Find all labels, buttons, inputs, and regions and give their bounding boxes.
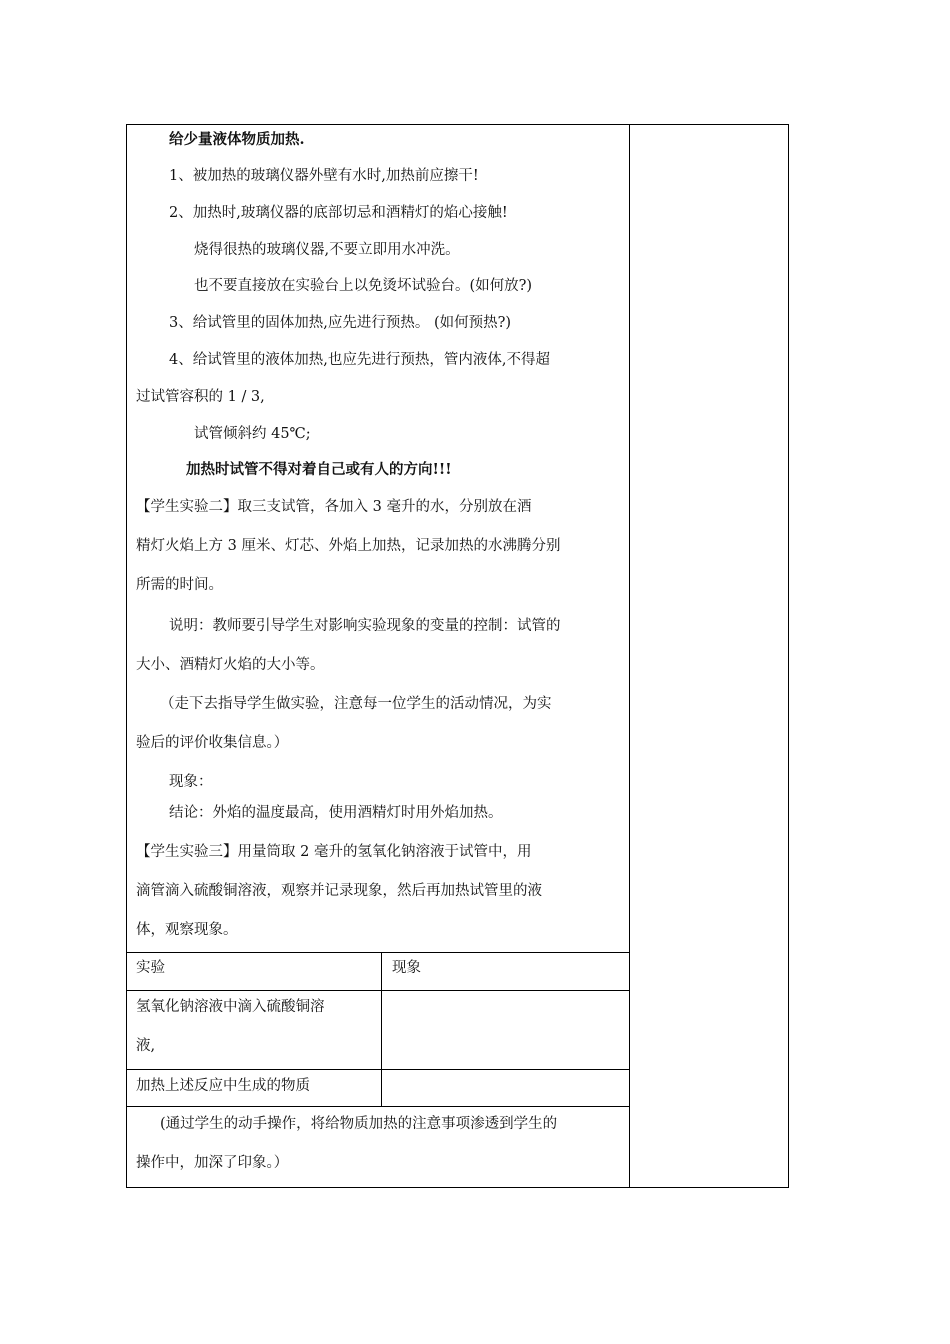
experiment-3-line1: 【学生实验三】用量筒取 2 毫升的氢氧化钠溶液于试管中，用 bbox=[136, 844, 532, 860]
table-header-phenomenon: 现象 bbox=[392, 960, 421, 976]
phenomenon-label: 现象： bbox=[169, 774, 213, 790]
rule-2-note-a: 烧得很热的玻璃仪器,不要立即用水冲洗。 bbox=[194, 242, 460, 258]
experiment-3-line3: 体，观察现象。 bbox=[136, 922, 238, 938]
table-line-header bbox=[127, 990, 629, 991]
warning-direction: 加热时试管不得对着自己或有人的方向!!! bbox=[186, 461, 452, 478]
rule-4-line1: 4、给试管里的液体加热,也应先进行预热，管内液体,不得超 bbox=[169, 352, 550, 368]
table-line-row1 bbox=[127, 1069, 629, 1070]
experiment-2-line2: 精灯火焰上方 3 厘米、灯芯、外焰上加热，记录加热的水沸腾分别 bbox=[136, 538, 561, 554]
table-row2-experiment: 加热上述反应中生成的物质 bbox=[136, 1078, 310, 1094]
guidance-line2: 验后的评价收集信息。） bbox=[136, 735, 289, 751]
rule-1: 1、被加热的玻璃仪器外壁有水时,加热前应擦干! bbox=[169, 168, 479, 184]
rule-2-note-b: 也不要直接放在实验台上以免烫坏试验台。(如何放?) bbox=[194, 278, 533, 294]
heading-liquid-heating: 给少量液体物质加热. bbox=[169, 131, 305, 148]
explanation-line1: 说明：教师要引导学生对影响实验现象的变量的控制：试管的 bbox=[169, 618, 561, 634]
column-divider bbox=[629, 124, 630, 1188]
table-row1-experiment-line2: 液, bbox=[136, 1038, 156, 1054]
footer-line2: 操作中，加深了印象。） bbox=[136, 1155, 289, 1171]
rule-3: 3、给试管里的固体加热,应先进行预热。 (如何预热?) bbox=[169, 315, 512, 331]
rule-4-tilt: 试管倾斜约 45℃; bbox=[194, 426, 311, 442]
experiment-table bbox=[127, 952, 629, 1107]
table-line-bottom bbox=[127, 1106, 629, 1107]
experiment-2-line3: 所需的时间。 bbox=[136, 577, 223, 593]
rule-4-line2: 过试管容积的 1 / 3, bbox=[136, 389, 265, 405]
table-header-experiment: 实验 bbox=[136, 960, 165, 976]
table-line-top bbox=[127, 952, 629, 953]
experiment-3-line2: 滴管滴入硫酸铜溶液，观察并记录现象，然后再加热试管里的液 bbox=[136, 883, 542, 899]
conclusion: 结论：外焰的温度最高，使用酒精灯时用外焰加热。 bbox=[169, 805, 503, 821]
explanation-line2: 大小、酒精灯火焰的大小等。 bbox=[136, 657, 325, 673]
footer-line1: (通过学生的动手操作，将给物质加热的注意事项渗透到学生的 bbox=[160, 1116, 558, 1132]
table-column-divider bbox=[381, 952, 382, 1107]
guidance-line1: （走下去指导学生做实验，注意每一位学生的活动情况，为实 bbox=[160, 696, 552, 712]
table-row1-experiment-line1: 氢氧化钠溶液中滴入硫酸铜溶 bbox=[136, 999, 325, 1015]
experiment-2-line1: 【学生实验二】取三支试管，各加入 3 毫升的水，分别放在酒 bbox=[136, 499, 532, 515]
rule-2: 2、加热时,玻璃仪器的底部切忌和酒精灯的焰心接触! bbox=[169, 205, 508, 221]
